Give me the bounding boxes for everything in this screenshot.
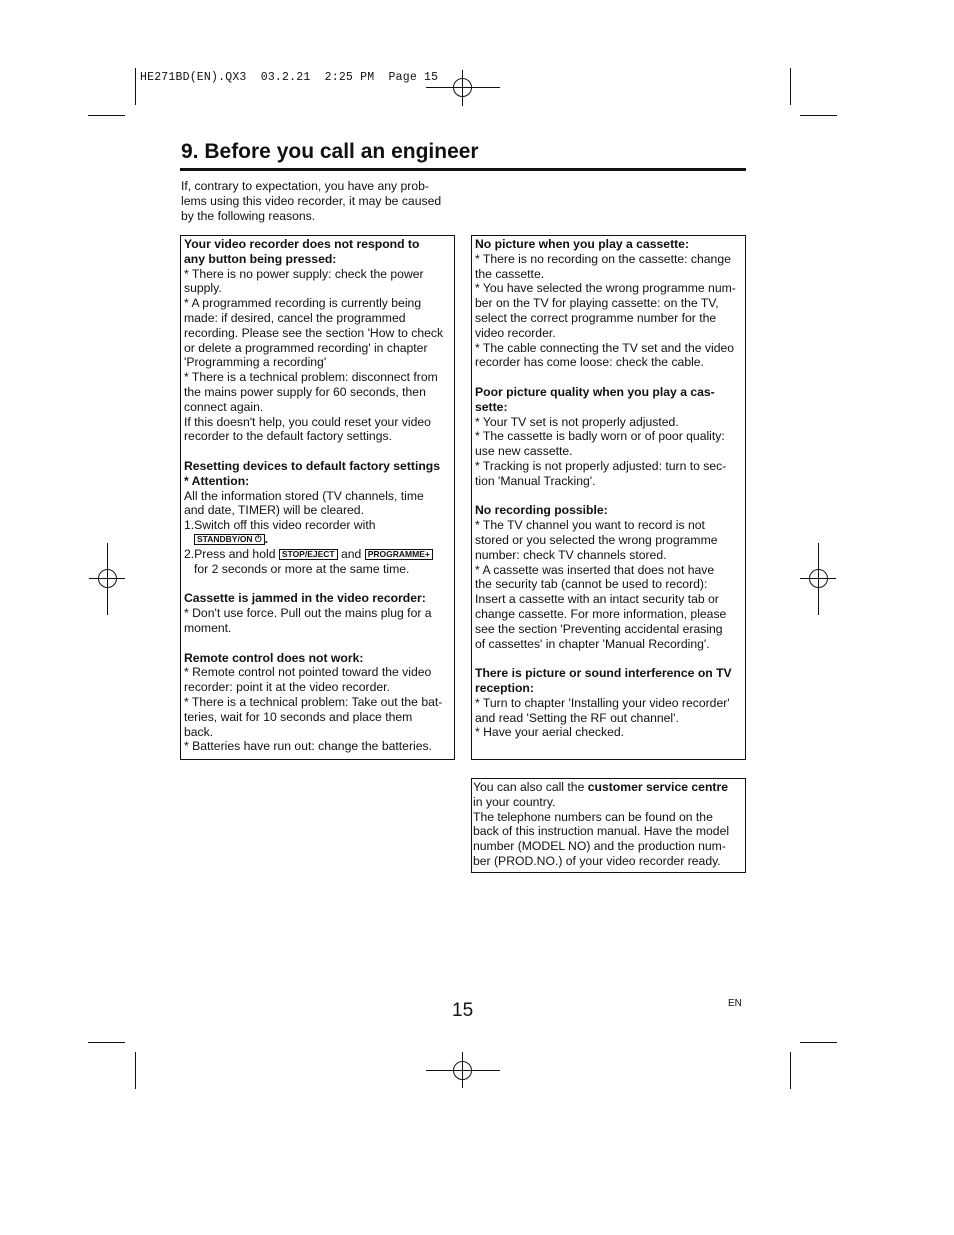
crop-mark-bottom-right-h — [800, 1042, 837, 1043]
reset-step-1: 1.Switch off this video recorder with — [184, 518, 376, 533]
crop-mark-top-right-h — [800, 115, 837, 116]
troubleshooting-box-right — [471, 235, 746, 760]
section-body-no-response: * There is no power supply: check the power supply. * A programmed recording is currently being made: if desired, cancel the programmed recording. Please see the section 'How to check or delete a programmed recording' in chapter 'Programming a recording' * There is a technical problem: disconnect from the mains power supply for 60 seconds, then connect again. If this doesn't help, you could reset your video recorder to the default factory settings. — [184, 266, 444, 444]
section-body-no-picture: * There is no recording on the cassette: change the cassette. * You have selected the wrong programme num- ber on the TV for playing cassette: on the TV, select the correct programme number for the video recorder. * The cable connecting the TV set and the video recorder has come loose: check the cable. — [475, 251, 736, 370]
section-body-no-recording: * The TV channel you want to record is not stored or you selected the wrong programme number: check TV channels stored. * A cassette was inserted that does not have the security tab (cannot be used to record): Insert a cassette with an intact security tab or change cassette. For more information, please see the section 'Preventing accidental erasing of cassettes' in chapter 'Manual Recording'. — [475, 518, 727, 651]
standby-on-key-label: STANDBY/ON ⏻ — [194, 534, 265, 545]
troubleshooting-box-left — [180, 235, 455, 760]
page-number: 15 — [452, 1000, 474, 1021]
section-body-interference: * Turn to chapter 'Installing your video recorder' and read 'Setting the RF out channel'. * Have your aerial checked. — [475, 695, 730, 740]
section-title-interference: There is picture or sound interference on TV reception: — [475, 666, 732, 695]
language-code: EN — [728, 998, 742, 1009]
reset-step-2: 2.Press and hold STOP/EJECT and PROGRAMME+ — [184, 547, 451, 562]
customer-service-highlight: customer service centre — [587, 780, 728, 794]
section-title-cassette-jammed: Cassette is jammed in the video recorder: — [184, 591, 426, 606]
crop-mark-top-left-v — [135, 68, 136, 105]
section-title-poor-quality: Poor picture quality when you play a cas- sette: — [475, 384, 715, 414]
section-body-cassette-jammed: * Don't use force. Pull out the mains plug for a moment. — [184, 606, 432, 635]
intro-paragraph: If, contrary to expectation, you have any prob- lems using this video recorder, it may be caused by the following reasons. — [181, 179, 442, 223]
programme-plus-key-label: PROGRAMME+ — [365, 549, 433, 560]
crop-mark-bottom-left-v — [135, 1052, 136, 1089]
section-title-no-recording: No recording possible: — [475, 503, 608, 518]
section-title-no-picture: No picture when you play a cassette: — [475, 237, 690, 251]
section-body-remote: * Remote control not pointed toward the video recorder: point it at the video recorder. * There is a technical problem: Take out the bat- teries, wait for 10 seconds and place them back. * Batteries have run out: change the batteries. — [184, 665, 443, 754]
customer-service-box: You can also call the customer service centre in your country. The telephone numbers can be found on the back of this instruction manual. Have the model number (MODEL NO) and the production num- ber (PROD.NO.) of your video recorder ready. — [471, 778, 746, 873]
title-rule — [180, 168, 746, 171]
section-title-remote: Remote control does not work: — [184, 650, 364, 665]
section-title-no-response: Your video recorder does not respond to any button being pressed: — [184, 237, 420, 266]
stop-eject-key-label: STOP/EJECT — [279, 549, 338, 560]
crop-mark-bottom-left-h — [88, 1042, 125, 1043]
section-body-reset: All the information stored (TV channels, time and date, TIMER) will be cleared. 1.Switch off this video recorder with STANDBY/ON ⏻ . 2.Press and hold STOP/EJECT and PROGRAMME+ for 2 seconds or more at the same time. — [184, 489, 451, 577]
print-slug: HE271BD(EN).QX3 03.2.21 2:25 PM Page 15 — [140, 71, 439, 84]
section-title-reset: Resetting devices to default factory settings * Attention: — [184, 458, 440, 488]
section-body-poor-quality: * Your TV set is not properly adjusted. * The cassette is badly worn or of poor quality: use new cassette. * Tracking is not properly adjusted: turn to sec- tion 'Manual Tracking'. — [475, 414, 727, 488]
page-title: 9. Before you call an engineer — [181, 140, 479, 163]
crop-mark-bottom-right-v — [790, 1052, 791, 1089]
crop-mark-top-right-v — [790, 68, 791, 105]
crop-mark-top-left-h — [88, 115, 125, 116]
